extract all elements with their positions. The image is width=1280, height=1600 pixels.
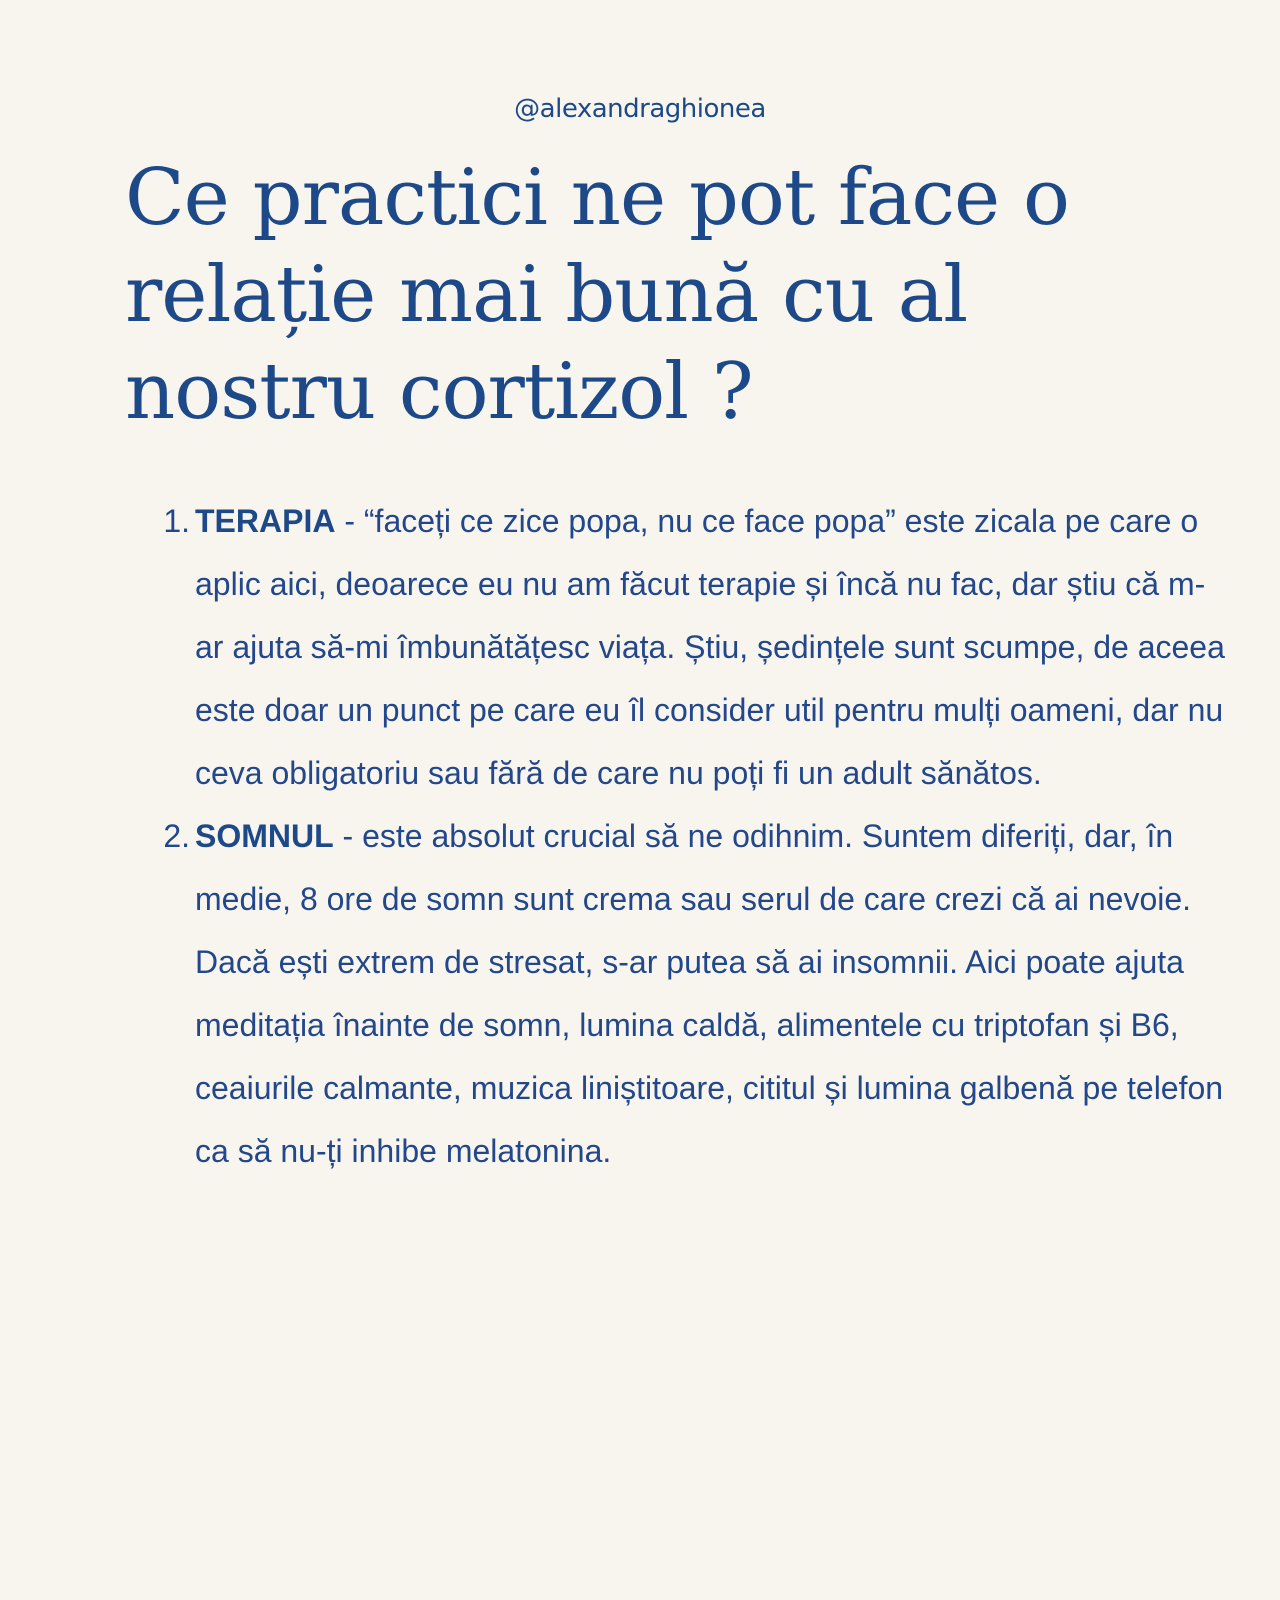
list-item-label: SOMNUL — [195, 818, 334, 854]
list-item-text: - “faceți ce zice popa, nu ce face popa” este zicala pe care o aplic aici, deoarece eu nu am făcut terapie și încă nu fac, dar știu că m-ar ajuta să-mi îmbunătățesc viața. Știu, ședințele sunt scumpe, de aceea este doar un punct pe care eu îl consider util pentru mulți oameni, dar nu ceva obligatoriu sau fără de care nu poți fi un adult sănătos. — [195, 503, 1225, 791]
list-item-somnul — [150, 805, 1230, 1183]
author-handle: @alexandraghionea — [514, 94, 766, 124]
practices-list — [150, 490, 1230, 1183]
post-title: Ce practici ne pot face o relație mai bună cu al nostru cortizol ? — [125, 153, 1069, 437]
list-item-text: - este absolut crucial să ne odihnim. Suntem diferiți, dar, în medie, 8 ore de somn sunt crema sau serul de care crezi că ai nevoie. Dacă ești extrem de stresat, s-ar putea să ai insomnii. Aici poate ajuta meditația înainte de somn, lumina caldă, alimentele cu triptofan și B6, ceaiurile calmante, muzica liniștitoare, cititul și lumina galbenă pe telefon ca să nu-ți inhibe melatonina. — [195, 818, 1224, 1169]
list-item-number: 1. — [163, 503, 190, 539]
list-item-terapia — [150, 490, 1230, 805]
list-item-label: TERAPIA — [195, 503, 336, 539]
list-item-number: 2. — [163, 818, 190, 854]
